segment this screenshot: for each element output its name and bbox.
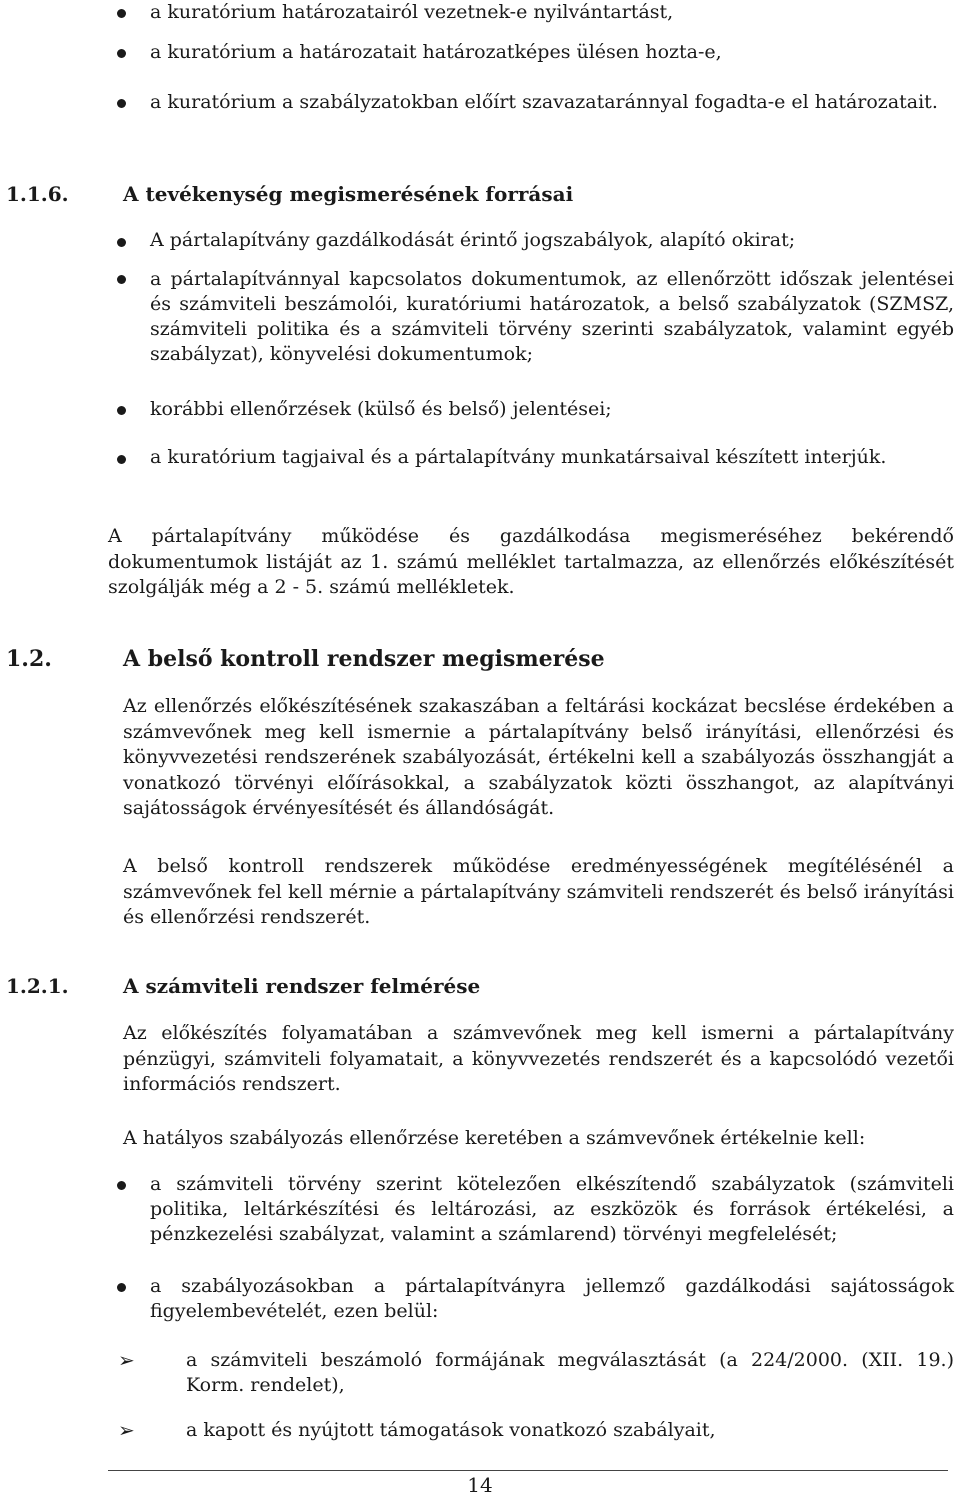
sub-list-item: a kapott és nyújtott támogatások vonatkozó szabályait,	[186, 1419, 716, 1441]
bullet-icon	[117, 1283, 126, 1292]
list-item: a számviteli törvény szerint kötelezően elkészítendő szabályzatok (számviteli politika, leltárkészítési és leltározási, az eszközök és források értékelési, a pénzkezelési szabályzat, valamint a számlarend) törvényi megfelelését;	[150, 1173, 954, 1245]
list-item: a kuratórium a szabályzatokban előírt szavazataránnyal fogadta-e el határozatait.	[150, 91, 938, 113]
list-item: a kuratórium tagjaival és a pártalapítvány munkatársaival készített interjúk.	[150, 446, 887, 468]
paragraph: A belső kontroll rendszerek működése eredményességének megítélésénél a számvevőnek fel kell mérnie a pártalapítvány számviteli rendszerét és belső irányítási és ellenőrzési rendszerét.	[123, 855, 954, 928]
bullet-icon	[117, 1181, 126, 1190]
paragraph: Az ellenőrzés előkészítésének szakaszában a feltárási kockázat becslése érdekében a számvevőnek meg kell ismernie a pártalapítvány belső irányítási, ellenőrzési és könyvvezetési rendszerének szabályozását, értékelni kell a szabályozás összhangját a vonatkozó törvényi előírásokkal, a szabályzatok közti összhangot, az alapítványi sajátosságok érvényesítését és állandóságát.	[123, 695, 954, 819]
paragraph: A hatályos szabályozás ellenőrzése keretében a számvevőnek értékelnie kell:	[123, 1127, 866, 1149]
section-number: 1.2.	[6, 646, 52, 672]
bullet-icon	[117, 455, 126, 464]
paragraph: Az előkészítés folyamatában a számvevőnek meg kell ismerni a pártalapítvány pénzügyi, számviteli folyamatait, a könyvvezetés rendszerét és a kapcsolódó vezetői információs rendszert.	[123, 1022, 954, 1095]
page-number: 14	[467, 1473, 493, 1497]
list-item: a pártalapítvánnyal kapcsolatos dokumentumok, az ellenőrzött időszak jelentései és számviteli beszámolói, kuratóriumi határozatok, a belső szabályzatok (SZMSZ, számviteli politika és a számviteli törvény szerinti szabályzatok, valamint egyéb szabályzat), könyvelési dokumentumok;	[150, 268, 954, 365]
bullet-icon	[117, 275, 126, 284]
list-item: a kuratórium határozatairól vezetnek-e nyilvántartást,	[150, 1, 674, 23]
list-item: a szabályozásokban a pártalapítványra jellemző gazdálkodási sajátosságok figyelembevételét, ezen belül:	[150, 1275, 954, 1322]
section-number: 1.1.6.	[6, 182, 69, 206]
section-title: A számviteli rendszer felmérése	[123, 974, 481, 998]
section-title: A tevékenység megismerésének forrásai	[123, 182, 574, 206]
section-title: A belső kontroll rendszer megismerése	[123, 646, 605, 672]
arrow-bullet-icon: ➢	[118, 1418, 135, 1442]
list-item: a kuratórium a határozatait határozatképes ülésen hozta-e,	[150, 41, 722, 63]
list-item: korábbi ellenőrzések (külső és belső) jelentései;	[150, 398, 612, 420]
list-item: A pártalapítvány gazdálkodását érintő jogszabályok, alapító okirat;	[150, 229, 796, 251]
bullet-icon	[117, 99, 126, 108]
bullet-icon	[117, 406, 126, 415]
bullet-icon	[117, 49, 126, 58]
paragraph: A pártalapítvány működése és gazdálkodása megismeréséhez bekérendő dokumentumok listáját az 1. számú melléklet tartalmazza, az ellenőrzés előkészítését szolgálják még a 2 - 5. számú mellékletek.	[108, 525, 954, 598]
footer-divider	[108, 1470, 948, 1471]
section-number: 1.2.1.	[6, 974, 69, 998]
bullet-icon	[117, 9, 126, 18]
bullet-icon	[117, 238, 126, 247]
arrow-bullet-icon: ➢	[118, 1348, 135, 1372]
sub-list-item: a számviteli beszámoló formájának megválasztását (a 224/2000. (XII. 19.) Korm. rendelet),	[186, 1349, 954, 1396]
